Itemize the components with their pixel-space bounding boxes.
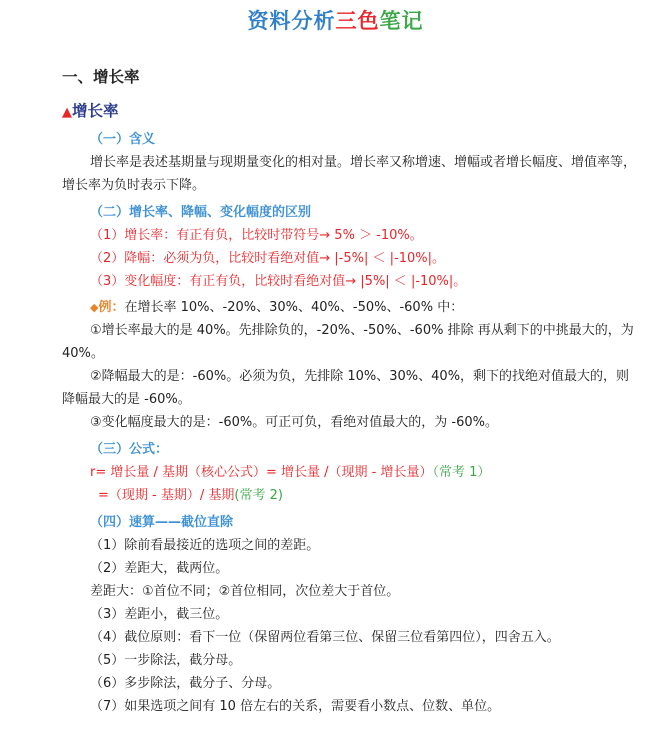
shortcut-item: （1）除前看最接近的选项之间的差距。 xyxy=(90,538,320,553)
shortcut-item: （3）差距小，截三位。 xyxy=(90,607,229,622)
title-part1: 资料分析 xyxy=(247,9,336,33)
example-line xyxy=(62,296,641,319)
example-answer: ②降幅最大的是：-60%。必须为负，先排除 10%、30%、40%，剩下的找绝对值最大的，则降幅最大的是 -60%。 xyxy=(62,369,630,407)
section-3-title: （三）公式： xyxy=(90,442,169,457)
example-answer: ③变化幅度最大的是：-60%。可正可负，看绝对值最大的，为 -60%。 xyxy=(90,415,498,430)
title-part2: 三色 xyxy=(335,9,380,33)
section-4-title: （四）速算——截位直除 xyxy=(90,515,234,530)
formula-2-note: (常考 2) xyxy=(234,488,283,503)
heading-2 xyxy=(62,98,641,124)
example-label: 例： xyxy=(98,300,125,315)
difference-item: （3）变化幅度：有正有负，比较时看绝对值→ |5%| ＜ |-10%|。 xyxy=(90,274,467,289)
section-1-title: （一）含义 xyxy=(90,132,156,147)
section-2-title: （二）增长率、降幅、变化幅度的区别 xyxy=(90,205,312,220)
page-title xyxy=(0,6,671,36)
diamond-icon: ◆ xyxy=(90,301,99,314)
title-part3: 笔记 xyxy=(379,9,424,33)
example-answer: ①增长率最大的是 40%。先排除负的，-20%、-50%、-60% 排除 再从剩下的中挑最大的，为 40%。 xyxy=(62,323,634,361)
formula-1: r= 增长量 / 基期（核心公式）= 增长量 /（现期 - 增长量） xyxy=(90,465,433,480)
formula-2: =（现期 - 基期）/ 基期 xyxy=(98,488,235,503)
formula-line-2 xyxy=(62,484,641,507)
shortcut-item: （5）一步除法，截分母。 xyxy=(90,653,242,668)
difference-item: （1）增长率：有正有负，比较时带符号→ 5% ＞ -10%。 xyxy=(90,228,423,243)
heading-2-label: 增长率 xyxy=(72,102,119,120)
formula-line-1 xyxy=(62,461,641,484)
shortcut-item: （6）多步除法，截分子、分母。 xyxy=(90,676,281,691)
heading-1: 一、增长率 xyxy=(62,68,140,86)
difference-item: （2）降幅：必须为负，比较时看绝对值→ |-5%| ＜ |-10%|。 xyxy=(90,251,445,266)
document-body xyxy=(62,58,641,718)
shortcut-item: （7）如果选项之间有 10 倍左右的关系，需要看小数点、位数、单位。 xyxy=(90,699,501,714)
example-text: 在增长率 10%、-20%、30%、40%、-50%、-60% 中： xyxy=(124,300,464,315)
formula-1-note: （常考 1） xyxy=(432,465,491,480)
section-1-paragraph: 增长率是表述基期量与现期量变化的相对量。增长率又称增速、增幅或者增长幅度、增值率等，增长率为负时表示下降。 xyxy=(62,155,637,193)
triangle-icon: ▲ xyxy=(62,105,72,120)
shortcut-item: （2）差距大，截两位。 xyxy=(90,561,229,576)
shortcut-item: （4）截位原则：看下一位（保留两位看第三位、保留三位看第四位），四舍五入。 xyxy=(90,630,560,645)
shortcut-item: 差距大：①首位不同；②首位相同，次位差大于首位。 xyxy=(90,584,400,599)
